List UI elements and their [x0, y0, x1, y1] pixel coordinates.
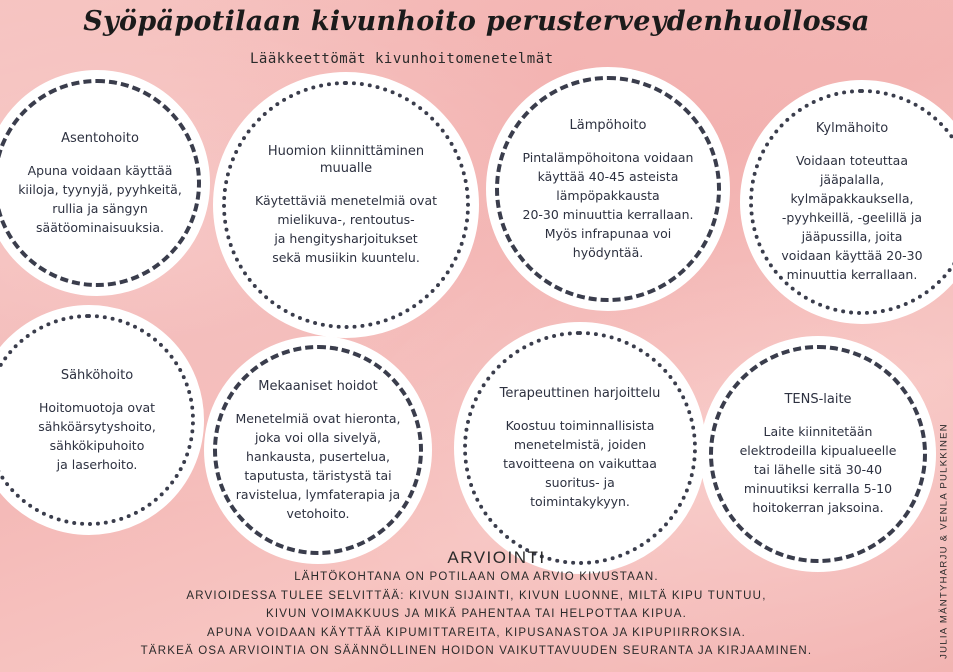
arviointi-line: APUNA VOIDAAN KÄYTTÄÄ KIPUMITTAREITA, KIPUSANASTOA JA KIPUPIIRROKSIA.	[206, 626, 747, 639]
arviointi-line: KIVUN VOIMAKKUUS JA MIKÄ PAHENTAA TAI HELPOTTAA KIPUA.	[266, 608, 687, 620]
poster-subtitle: Lääkkeettömät kivunhoitomenetelmät	[250, 51, 554, 67]
arviointi-title: ARVIOINTI	[447, 548, 546, 567]
author-credit: JULIA MÄNTYHARJU & VENLA PULKKINEN	[938, 423, 950, 659]
circle-huomion-kiinnittaminen	[213, 72, 479, 338]
circle-text: Koostuu toiminnallisista menetelmistä, joiden tavoitteena on vaikuttaa suoritus- ja toimintakykyyn.	[503, 418, 657, 509]
arviointi-line: ARVIOIDESSA TULEE SELVITTÄÄ: KIVUN SIJAINTI, KIVUN LUONNE, MILTÄ KIPU TUNTUU,	[186, 589, 767, 602]
circle-text: Hoitomuotoja ovat sähköärsytyshoito, sähkökipuhoito ja laserhoito.	[38, 399, 156, 472]
circle-heading: Mekaaniset hoidot	[258, 378, 378, 394]
arviointi-section	[0, 548, 953, 661]
circle-heading: Lämpöhoito	[569, 117, 647, 133]
circle-heading: Huomion kiinnittäminen muualle	[267, 144, 425, 176]
circle-heading: Asentohoito	[61, 130, 139, 146]
circle-heading: TENS-laite	[784, 392, 852, 407]
circle-kylmahoito	[740, 80, 953, 324]
circle-text: Pintalämpöhoitona voidaan käyttää 40-45 asteista lämpöpakkausta 20-30 minuuttia kerrallaan. Myös infrapunaa voi hyödyntää.	[522, 149, 694, 260]
circle-text: Apuna voidaan käyttää kiiloja, tyynyjä, pyyhkeitä, rullia ja sängyn säätöominaisuuksia.	[18, 162, 182, 235]
arviointi-line: LÄHTÖKOHTANA ON POTILAAN OMA ARVIO KIVUSTAAN.	[294, 571, 659, 583]
circle-lampohoito	[486, 67, 730, 311]
circle-terapeuttinen-harjoittelu	[454, 322, 706, 574]
circle-tens-laite	[700, 336, 936, 572]
circle-text: Käytettäviä menetelmiä ovat mielikuva-, rentoutus- ja hengitysharjoitukset sekä musiikin kuuntelu.	[254, 193, 438, 265]
circle-text: Menetelmiä ovat hieronta, joka voi olla sivelyä, hankausta, pusertelua, taputusta, täristystä tai ravistelua, lymfaterapia ja vetohoito.	[235, 410, 401, 521]
circle-asentohoito	[0, 70, 210, 296]
circle-heading: Sähköhoito	[60, 367, 134, 383]
circle-mekaaniset-hoidot	[204, 336, 432, 564]
circle-text: Voidaan toteuttaa jääpalalla, kylmäpakkauksella, -pyyhkeillä, -geelillä ja jääpussilla, joita voidaan käyttää 20-30 minuuttia kerrallaan.	[781, 153, 923, 282]
arviointi-line: TÄRKEÄ OSA ARVIOINTIA ON SÄÄNNÖLLINEN HOIDON VAIKUTTAVUUDEN SEURANTA JA KIRJAAMINEN.	[140, 645, 813, 657]
circle-heading: Kylmähoito	[815, 121, 889, 136]
poster-title: Syöpäpotilaan kivunhoito perusterveydenhuollossa	[83, 6, 870, 37]
circle-text: Laite kiinnitetään elektrodeilla kipualueelle tai lähelle sitä 30-40 minuutiksi kerralla 5-10 hoitokerran jaksoina.	[739, 424, 897, 515]
circle-heading: Terapeuttinen harjoittelu	[499, 386, 661, 401]
circle-sahkohoito	[0, 305, 204, 535]
